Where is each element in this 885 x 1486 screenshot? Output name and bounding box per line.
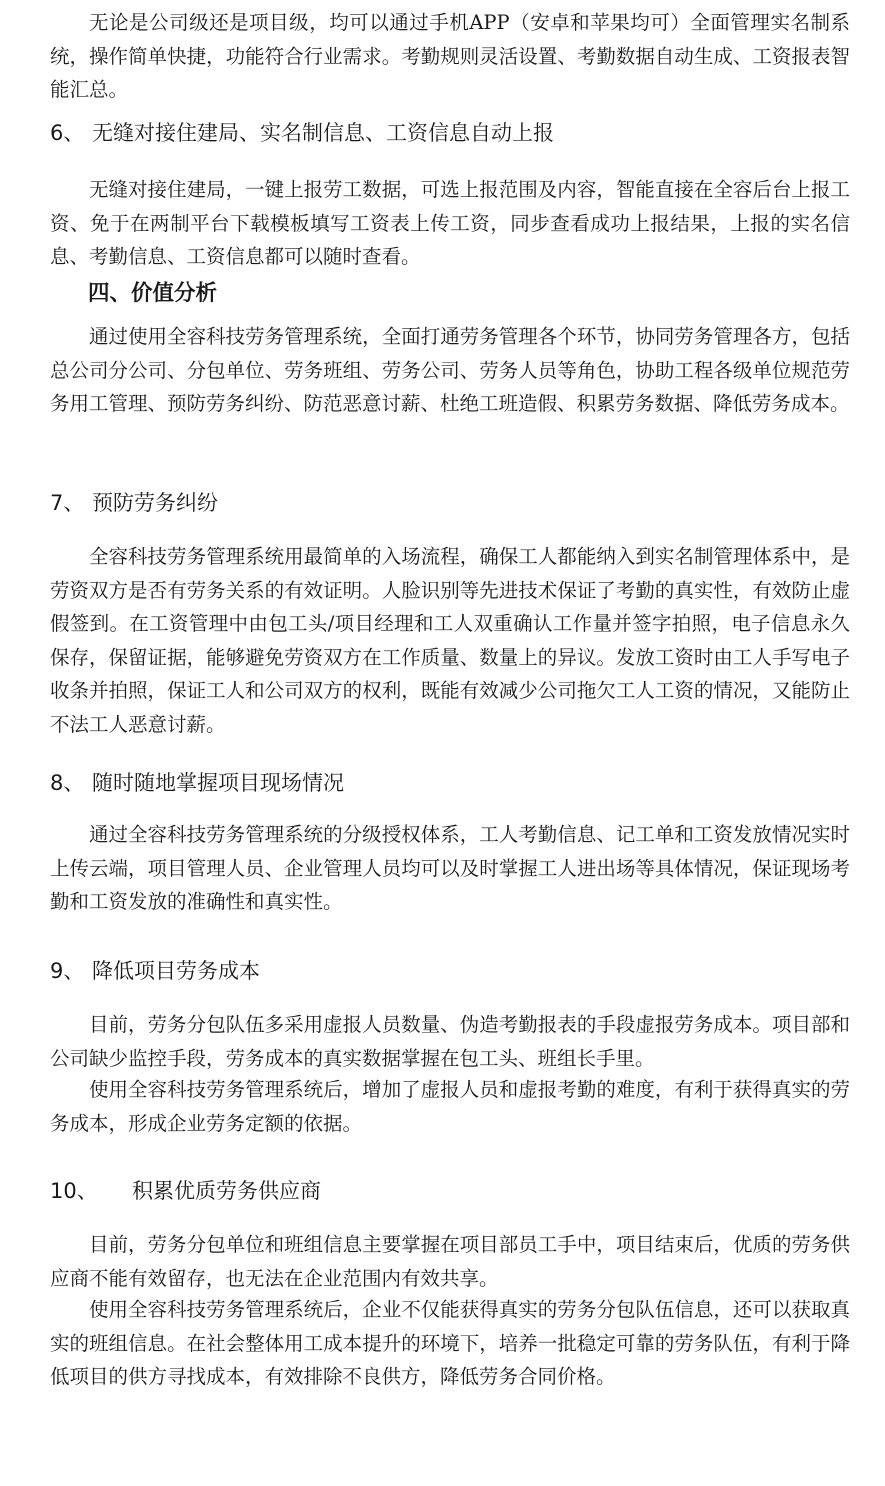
- intro-paragraph: 无论是公司级还是项目级，均可以通过手机APP（安卓和苹果均可）全面管理实名制系统，操作简单快捷，功能符合行业需求。考勤规则灵活设置、考勤数据自动生成、工资报表智能汇总。: [50, 11, 850, 101]
- heading-7-number: 7、: [50, 491, 85, 515]
- paragraph-10a: 目前，劳务分包单位和班组信息主要掌握在项目部员工手中，项目结束后，优质的劳务供应商不能有效留存，也无法在企业范围内有效共享。: [50, 1233, 850, 1290]
- paragraph-6: 无缝对接住建局，一键上报劳工数据，可选上报范围及内容，智能直接在全容后台上报工资、免于在两制平台下载模板填写工资表上传工资，同步查看成功上报结果，上报的实名信息、考勤信息、工资信息都可以随时查看。: [50, 178, 850, 268]
- heading-6-number: 6、: [50, 121, 85, 145]
- heading-8-number: 8、: [50, 771, 85, 795]
- heading-8: [50, 768, 850, 798]
- paragraph-9b: 使用全容科技劳务管理系统后，增加了虚报人员和虚报考勤的难度，有利于获得真实的劳务成本，形成企业劳务定额的依据。: [50, 1078, 850, 1135]
- heading-9-title: 降低项目劳务成本: [92, 959, 260, 983]
- heading-8-title: 随时随地掌握项目现场情况: [92, 771, 344, 795]
- paragraph-9a: 目前，劳务分包队伍多采用虚报人员数量、伪造考勤报表的手段虚报劳务成本。项目部和公司缺少监控手段，劳务成本的真实数据掌握在包工头、班组长手里。: [50, 1013, 850, 1070]
- paragraph-value-analysis: 通过使用全容科技劳务管理系统，全面打通劳务管理各个环节，协同劳务管理各方，包括总公司分公司、分包单位、劳务班组、劳务公司、劳务人员等角色，协助工程各级单位规范劳务用工管理、预防劳务纠纷、防范恶意讨薪、杜绝工班造假、积累劳务数据、降低劳务成本。: [50, 325, 850, 415]
- heading-6: [50, 118, 850, 148]
- heading-9-number: 9、: [50, 959, 85, 983]
- section-heading-value-analysis: 四、价值分析: [88, 281, 218, 306]
- heading-10-title: 积累优质劳务供应商: [132, 1179, 321, 1203]
- paragraph-7: 全容科技劳务管理系统用最简单的入场流程，确保工人都能纳入到实名制管理体系中，是劳资双方是否有劳务关系的有效证明。人脸识别等先进技术保证了考勤的真实性，有效防止虚假签到。在工资管理中由包工头/项目经理和工人双重确认工作量并签字拍照，电子信息永久保存，保留证据，能够避免劳资双方在工作质量、数量上的异议。发放工资时由工人手写电子收条并拍照，保证工人和公司双方的权利，既能有效减少公司拖欠工人工资的情况，又能防止不法工人恶意讨薪。: [50, 545, 850, 736]
- heading-7-title: 预防劳务纠纷: [92, 491, 218, 515]
- heading-7: [50, 488, 850, 518]
- heading-6-title: 无缝对接住建局、实名制信息、工资信息自动上报: [92, 121, 554, 145]
- paragraph-8: 通过全容科技劳务管理系统的分级授权体系，工人考勤信息、记工单和工资发放情况实时上传云端，项目管理人员、企业管理人员均可以及时掌握工人进出场等具体情况，保证现场考勤和工资发放的准确性和真实性。: [50, 823, 850, 913]
- heading-10: [50, 1176, 850, 1206]
- heading-10-number: 10、: [50, 1179, 98, 1203]
- paragraph-10b: 使用全容科技劳务管理系统后，企业不仅能获得真实的劳务分包队伍信息，还可以获取真实的班组信息。在社会整体用工成本提升的环境下，培养一批稳定可靠的劳务队伍，有利于降低项目的供方寻找成本，有效排除不良供方，降低劳务合同价格。: [50, 1298, 850, 1388]
- heading-9: [50, 956, 850, 986]
